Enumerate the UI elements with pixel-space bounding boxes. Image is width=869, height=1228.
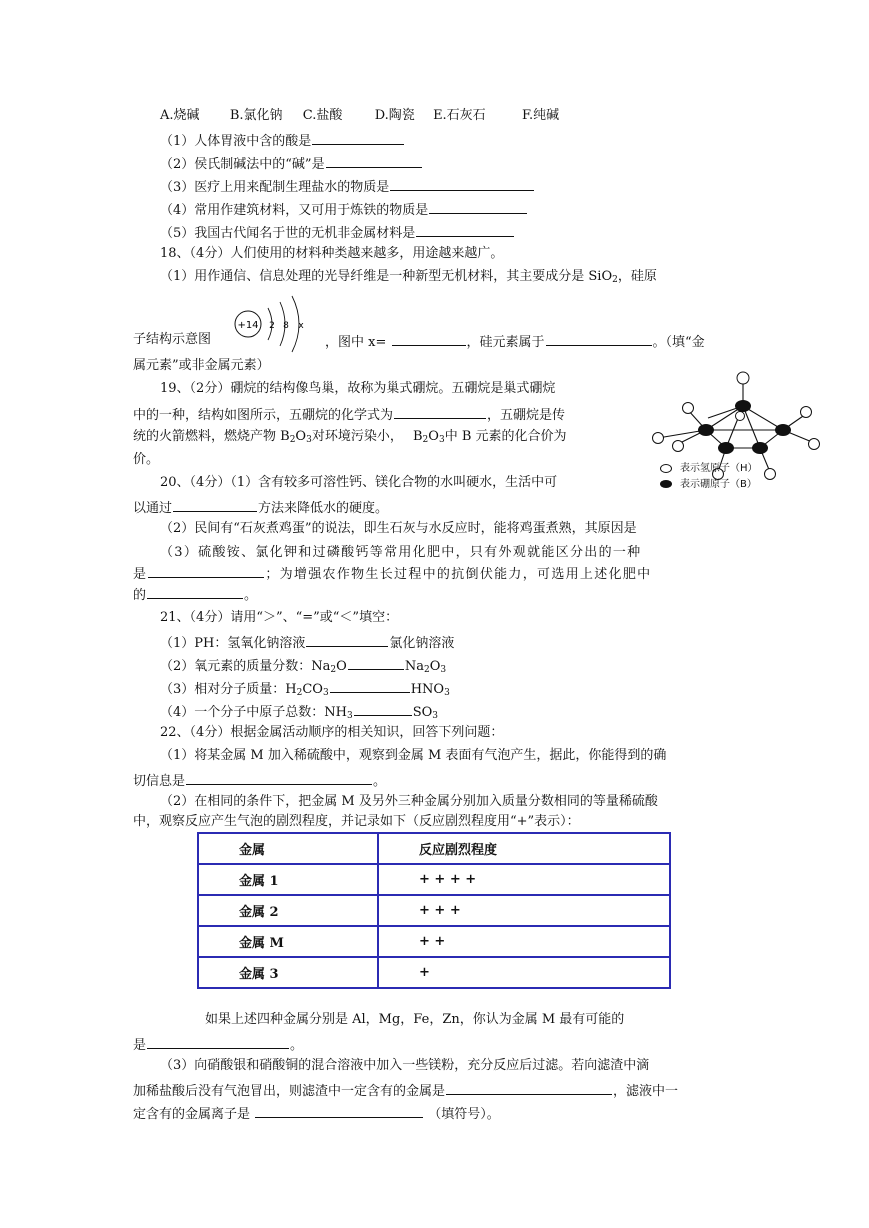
q22-p4-line-1: （3）向硝酸银和硝酸铜的混合溶液中加入一些镁粉，充分反应后过滤。若向滤渣中滴 (160, 1058, 650, 1073)
answer-blank-fertilizer-2[interactable] (147, 584, 243, 599)
q22-p3-line-1: 如果上述四种金属分别是 Al，Mg，Fe，Zn，你认为金属 M 最有可能的 (205, 1012, 625, 1027)
option-d: D.陶瓷 (374, 108, 415, 123)
legend-hydrogen: 表示氢原子（H） (660, 460, 758, 478)
q22-p1-line-1: （1）将某金属 M 加入稀硫酸中，观察到金属 M 表面有气泡产生，据此，你能得到的确 (160, 748, 667, 763)
q19-line-3: 统的火箭燃料，燃烧产物 $B_2O_3$对环境污染小， $B_2O_3$中 B 元素的化合价为 (133, 429, 567, 445)
option-b: B.氯化钠 (229, 108, 283, 123)
silicon-atom-diagram (232, 294, 318, 354)
hydrogen-atom (673, 441, 684, 452)
q19-line-2: 中的一种，结构如图所示，五硼烷的化学式为 ，五硼烷是传 (133, 404, 565, 425)
answer-blank-metal-m[interactable] (147, 1034, 289, 1049)
hydrogen-legend-icon (660, 464, 672, 473)
hydrogen-atom (737, 372, 749, 384)
q19-line-1: 19、（2分）硼烷的结构像鸟巢，故称为巢式硼烷。五硼烷是巢式硼烷 (160, 381, 556, 396)
option-f: F.纯碱 (521, 108, 560, 123)
table-cell: 金属 M (198, 926, 378, 957)
q22-p2-line-2: 中，观察反应产生气泡的剧烈程度，并记录如下（反应剧烈程度用“+”表示）： (133, 814, 580, 829)
option-c: C.盐酸 (302, 108, 343, 123)
q17-item-3: （3）医疗上用来配制生理盐水的物质是 (160, 176, 535, 197)
q21-row-1: （1）PH：氢氧化钠溶液 氯化钠溶液 (160, 632, 454, 653)
q21-row-2: （2）氧元素的质量分数：$Na_2O$ $Na_2O_3$ (160, 655, 446, 679)
table-header-cell: 金属 (198, 833, 378, 864)
nucleus-charge: +14 (237, 320, 259, 331)
q18-line-2-start: 子结构示意图 (133, 332, 212, 347)
q17-item-2: （2）侯氏制碱法中的“碱”是 (160, 153, 423, 174)
answer-blank-compare[interactable] (330, 678, 410, 693)
table-row (198, 926, 670, 957)
hydrogen-atom (801, 407, 812, 418)
q20-line-5: 是 ；为增强农作物生长过程中的抗倒伏能力，可选用上述化肥中 (133, 563, 651, 584)
q22-p4-line-2: 加稀盐酸后没有气泡冒出，则滤渣中一定含有的金属是 ，滤液中一 (133, 1080, 678, 1101)
q19-line-4: 价。 (133, 452, 160, 467)
answer-blank-compare[interactable] (306, 632, 388, 647)
table-cell: + + (378, 926, 670, 957)
answer-blank-fertilizer[interactable] (148, 563, 264, 578)
answer-blank[interactable] (390, 176, 534, 191)
answer-blank[interactable] (312, 130, 404, 145)
q21-row-4: （4）一个分子中原子总数：$NH_3$ $SO_3$ (160, 701, 438, 725)
q17-item-1: （1）人体胃液中含的酸是 (160, 130, 405, 151)
boron-atom (775, 424, 791, 436)
table-cell: 金属 3 (198, 957, 378, 988)
option-a: A.烧碱 (160, 108, 200, 123)
q22-p4-line-3: 定含有的金属离子是 （填符号）。 (133, 1103, 500, 1124)
answer-blank-residue-metal[interactable] (446, 1080, 612, 1095)
answer-blank[interactable] (326, 153, 422, 168)
q22-title: 22、（4分）根据金属活动顺序的相关知识，回答下列问题： (160, 725, 504, 740)
boron-atom (718, 442, 734, 454)
q18-line-3: 属元素”或非金属元素） (133, 358, 270, 373)
table-row (198, 895, 670, 926)
boron-atom (735, 400, 751, 412)
table-row (198, 957, 670, 988)
boron-legend-icon (660, 480, 672, 488)
table-cell: + (378, 957, 670, 988)
answer-blank-ions[interactable] (255, 1103, 423, 1118)
hydrogen-atom (653, 433, 664, 444)
q21-row-3: （3）相对分子质量：$H_2CO_3$ $HNO_3$ (160, 678, 450, 702)
answer-blank-compare[interactable] (354, 701, 412, 716)
answer-blank[interactable] (416, 222, 514, 237)
q21-title: 21、（4分）请用“＞”、“=”或“＜”填空： (160, 610, 399, 625)
q18-title: 18、（4分）人们使用的材料种类越来越多，用途越来越广。 (160, 246, 504, 261)
q18-line-1: （1）用作通信、信息处理的光导纤维是一种新型无机材料，其主要成分是 SiO$_2$，硅原 (160, 269, 657, 285)
table-cell: 金属 2 (198, 895, 378, 926)
q20-line-6: 的 。 (133, 584, 257, 605)
shell-2-count: 8 (283, 321, 289, 331)
table-cell: 金属 1 (198, 864, 378, 895)
answer-blank-formula[interactable] (394, 404, 486, 419)
table-cell: + + + + (378, 864, 670, 895)
q20-line-3: （2）民间有“石灰煮鸡蛋”的说法，即生石灰与水反应时，能将鸡蛋煮熟，其原因是 (160, 521, 637, 536)
boron-atom (698, 424, 714, 436)
option-e: E.石灰石 (433, 108, 486, 123)
table-cell: + + + (378, 895, 670, 926)
q18-line-2-rest: ，图中 x= ，硅元素属于 。（填“金 (325, 331, 705, 352)
q20-line-2: 以通过 方法来降低水的硬度。 (133, 497, 388, 518)
shell-1-count: 2 (269, 321, 275, 331)
answer-blank-method[interactable] (173, 497, 257, 512)
table-header-cell: 反应剧烈程度 (378, 833, 670, 864)
shell-3-count: x (298, 321, 304, 331)
q20-line-1: 20、（4分）（1）含有较多可溶性钙、镁化合物的水叫硬水，生活中可 (160, 475, 558, 490)
hydrogen-atom (765, 469, 776, 480)
q22-p1-line-2: 切信息是 。 (133, 770, 386, 791)
legend-boron: 表示硼原子（B） (660, 476, 757, 494)
reaction-table (197, 832, 671, 989)
answer-blank-element-type[interactable] (546, 331, 652, 346)
answer-blank-compare[interactable] (348, 655, 404, 670)
table-row (198, 864, 670, 895)
hydrogen-atom (683, 403, 694, 414)
answer-blank-info[interactable] (186, 770, 372, 785)
boron-atom (752, 442, 768, 454)
hydrogen-atom (809, 439, 820, 450)
hydrogen-atom (736, 412, 745, 421)
options-line (160, 107, 559, 125)
q17-item-5: （5）我国古代闻名于世的无机非金属材料是 (160, 222, 515, 243)
q22-p3-line-2: 是 。 (133, 1034, 303, 1055)
table-header-row (198, 833, 670, 864)
q22-p2-line-1: （2）在相同的条件下，把金属 M 及另外三种金属分别加入质量分数相同的等量稀硫酸 (160, 794, 658, 809)
answer-blank[interactable] (429, 199, 527, 214)
q17-item-4: （4）常用作建筑材料，又可用于炼铁的物质是 (160, 199, 528, 220)
answer-blank-x[interactable] (392, 331, 466, 346)
q20-line-4: （3）硫酸铵、氯化钾和过磷酸钙等常用化肥中，只有外观就能区分出的一种 (160, 545, 642, 560)
